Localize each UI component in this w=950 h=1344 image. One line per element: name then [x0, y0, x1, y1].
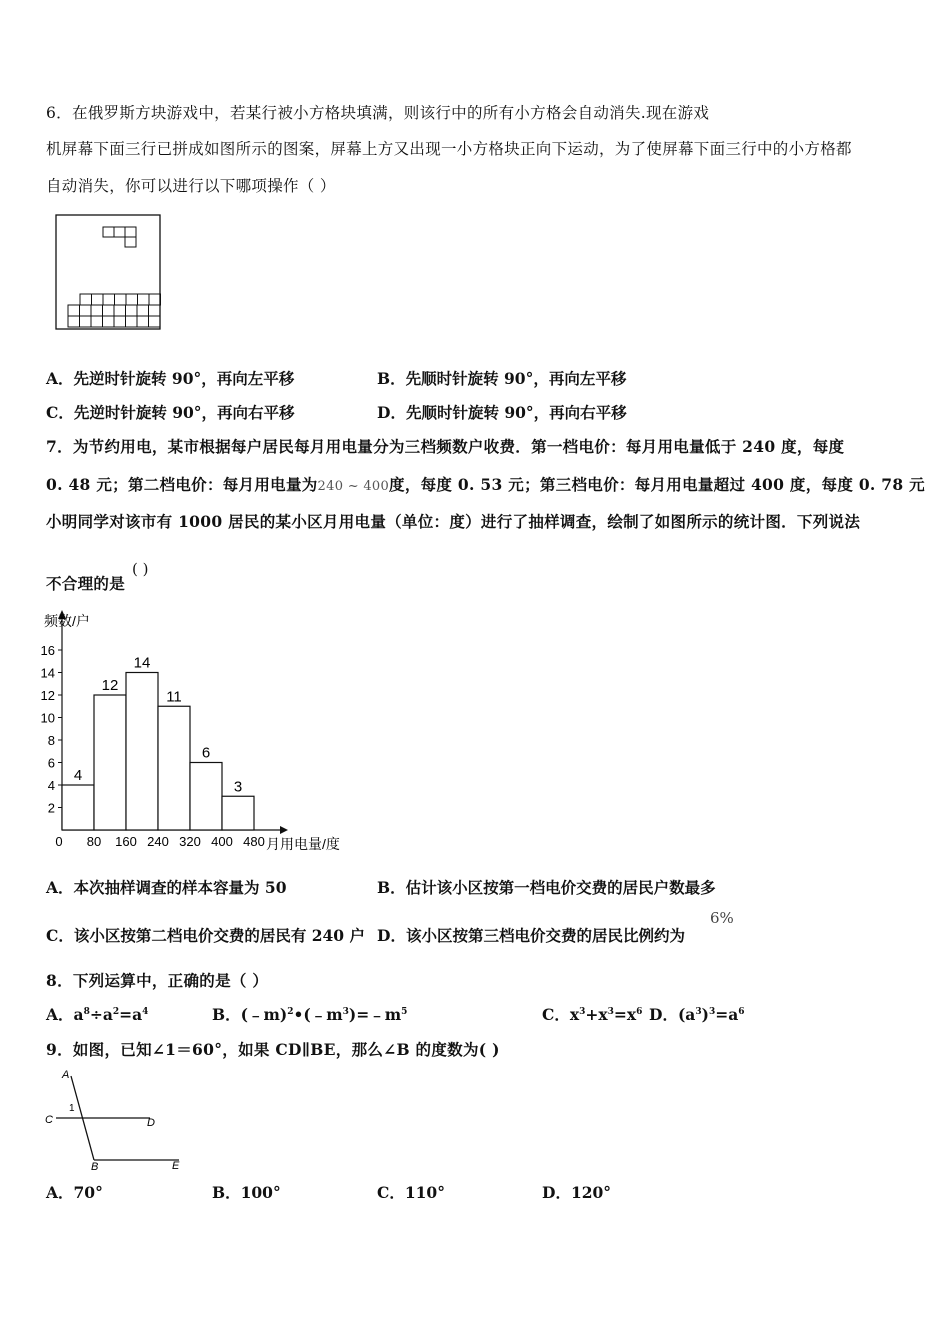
q8-a-label: A． — [46, 1005, 74, 1024]
q8-a-p3: =a — [119, 1005, 143, 1024]
y-tick-label: 10 — [40, 710, 55, 726]
y-tick-label: 12 — [40, 688, 55, 703]
q7-option-d-value: 6% — [710, 909, 734, 927]
q9-option-b[interactable]: B．100° — [212, 1183, 281, 1202]
q7-line2-part1: 0. 48 元；第二档电价：每月用电量为 — [46, 475, 318, 494]
q7-option-b[interactable]: B．估计该小区按第一档电价交费的居民户数最多 — [377, 878, 716, 897]
grid-cell — [103, 294, 115, 305]
q7-stem-line4: 不合理的是 — [46, 574, 126, 593]
q8-b-p3: )=﹣m — [348, 1005, 402, 1024]
point-a-label: A — [62, 1069, 70, 1081]
q8-a-p2: ÷a — [89, 1005, 113, 1024]
y-tick-label: 2 — [47, 800, 55, 816]
q7-option-a[interactable]: A．本次抽样调查的样本容量为 50 — [46, 878, 287, 897]
q6-stem-line2: 机屏幕下面三行已拼成如图所示的图案，屏幕上方又出现一小方格块正向下运动，为了使屏幕下面三行中的小方格都 — [46, 140, 852, 158]
grid-cell — [126, 305, 138, 316]
histogram-bar — [126, 673, 158, 831]
histogram-bar — [222, 796, 254, 830]
parallel-lines-figure — [42, 1066, 187, 1174]
q6-option-b[interactable]: B．先顺时针旋转 90°，再向左平移 — [377, 369, 627, 388]
bar-value-label: 11 — [166, 688, 182, 706]
q7-option-d[interactable]: D．该小区按第三档电价交费的居民比例约为 — [377, 926, 685, 945]
x-axis-arrow — [280, 826, 288, 834]
q8-option-a[interactable] — [46, 1003, 148, 1025]
grid-cell — [91, 316, 103, 327]
angle-1-label: 1 — [69, 1103, 75, 1114]
q9-option-d[interactable]: D．120° — [542, 1183, 612, 1202]
grid-cell — [91, 305, 103, 316]
q8-d-label: D． — [649, 1005, 678, 1024]
grid-cell — [103, 305, 115, 316]
x-tick-label: 400 — [211, 834, 233, 849]
q8-a-s3: 4 — [142, 1006, 149, 1017]
point-e-label: E — [172, 1160, 180, 1172]
q8-d-s2: 3 — [708, 1006, 716, 1017]
bar-value-label: 6 — [201, 744, 211, 762]
q8-b-p2: •(﹣m — [293, 1005, 343, 1024]
grid-cell — [103, 316, 115, 327]
q6-stem-line1: 6．在俄罗斯方块游戏中，若某行被小方格块填满，则该行中的所有小方格会自动消失.现在游戏 — [46, 104, 710, 122]
q8-b-p1: (﹣m) — [240, 1005, 288, 1024]
bar-value-label: 12 — [101, 677, 119, 694]
grid-cell — [126, 294, 138, 305]
q8-stem: 8．下列运算中，正确的是（ ） — [46, 971, 269, 990]
grid-cell — [126, 316, 138, 327]
q7-answer-paren: ( ) — [132, 560, 149, 578]
q8-b-s3: 5 — [401, 1006, 408, 1017]
q7-line2-part2: 度，每度 0. 53 元；第三档电价：每月用电量超过 400 度，每度 0. 78 元 — [389, 475, 925, 494]
histogram-chart — [40, 608, 370, 858]
q8-a-p1: a — [73, 1005, 84, 1024]
point-d-label: D — [147, 1117, 155, 1129]
q9-option-a[interactable]: A．70° — [46, 1183, 103, 1202]
histogram-bar — [62, 785, 94, 830]
q6-option-c[interactable]: C．先逆时针旋转 90°，再向右平移 — [46, 403, 295, 422]
y-tick-label: 16 — [40, 643, 55, 658]
q8-b-s1: 2 — [287, 1006, 294, 1017]
q8-c-s2: 3 — [607, 1006, 614, 1017]
q7-option-c[interactable]: C．该小区按第二档电价交费的居民有 240 户 — [46, 926, 365, 945]
q8-d-s1: 3 — [695, 1006, 702, 1017]
grid-cell — [80, 294, 92, 305]
q6-option-d[interactable]: D．先顺时针旋转 90°，再向右平移 — [377, 403, 627, 422]
q8-b-s2: 3 — [342, 1006, 349, 1017]
q7-stem-line3: 小明同学对该市有 1000 居民的某小区月用电量（单位：度）进行了抽样调查，绘制了如图所示的统计图．下列说法 — [46, 512, 861, 531]
x-tick-label: 80 — [86, 834, 102, 849]
q8-a-s1: 8 — [83, 1006, 90, 1017]
q8-option-b[interactable] — [212, 1003, 407, 1025]
q8-c-s1: 3 — [579, 1006, 586, 1017]
x-tick-label: 160 — [115, 834, 137, 849]
bar-value-label: 4 — [73, 767, 83, 784]
grid-cell — [80, 316, 92, 327]
q8-c-s3: 6 — [636, 1006, 643, 1017]
q7-stem-line2 — [46, 473, 925, 495]
x-tick-label: 480 — [243, 834, 265, 849]
point-b-label: B — [91, 1161, 99, 1173]
grid-cell — [80, 305, 92, 316]
bar-value-label: 3 — [233, 778, 243, 796]
q8-c-p2: +x — [585, 1005, 608, 1024]
q7-range: 240 ~ 400 — [317, 479, 390, 494]
grid-cell — [114, 316, 126, 327]
q8-a-s2: 2 — [112, 1006, 120, 1017]
grid-cell — [149, 316, 161, 327]
q8-d-p2: ) — [701, 1005, 709, 1024]
grid-cell — [149, 305, 161, 316]
y-tick-label: 8 — [47, 733, 55, 748]
x-tick-label: 240 — [147, 834, 169, 849]
q8-c-p1: x — [569, 1005, 580, 1024]
q8-c-p3: =x — [613, 1005, 637, 1024]
y-tick-label: 4 — [47, 778, 55, 793]
q6-stem-line3: 自动消失，你可以进行以下哪项操作（ ） — [46, 177, 336, 195]
y-tick-label: 6 — [47, 755, 55, 771]
q8-option-c[interactable] — [542, 1003, 642, 1025]
grid-cell — [137, 316, 149, 327]
y-tick-label: 14 — [40, 665, 55, 681]
q6-option-a[interactable]: A．先逆时针旋转 90°，再向左平移 — [46, 369, 295, 388]
y-axis-label: 频数/户 — [44, 613, 90, 629]
q8-d-p1: (a — [677, 1005, 696, 1024]
bar-value-label: 14 — [133, 654, 151, 672]
q8-c-label: C． — [542, 1005, 570, 1024]
histogram-bar — [190, 763, 222, 831]
histogram-bar — [158, 706, 190, 830]
point-c-label: C — [45, 1114, 53, 1126]
grid-cell — [68, 316, 80, 327]
tetris-figure — [54, 213, 164, 333]
x-tick-label: 0 — [55, 834, 63, 849]
q8-d-p3: =a — [715, 1005, 739, 1024]
grid-cell — [115, 294, 127, 305]
q8-b-label: B． — [212, 1005, 241, 1024]
q9-option-c[interactable]: C．110° — [377, 1183, 445, 1202]
grid-cell — [92, 294, 104, 305]
histogram-bar — [94, 695, 126, 830]
grid-cell — [138, 294, 150, 305]
q8-option-d[interactable] — [649, 1003, 745, 1025]
grid-cell — [114, 305, 126, 316]
grid-cell — [137, 305, 149, 316]
x-axis-label: 月用电量/度 — [266, 836, 340, 852]
x-tick-label: 320 — [179, 834, 201, 849]
grid-cell — [149, 294, 161, 305]
q7-stem-line1: 7．为节约用电，某市根据每户居民每月用电量分为三档频数户收费．第一档电价：每月用电量低于 240 度，每度 — [46, 437, 845, 456]
q8-d-s3: 6 — [738, 1006, 745, 1017]
grid-cell — [68, 305, 80, 316]
q9-stem: 9．如图，已知∠1＝60°，如果 CD∥BE，那么∠B 的度数为( ) — [46, 1040, 500, 1059]
